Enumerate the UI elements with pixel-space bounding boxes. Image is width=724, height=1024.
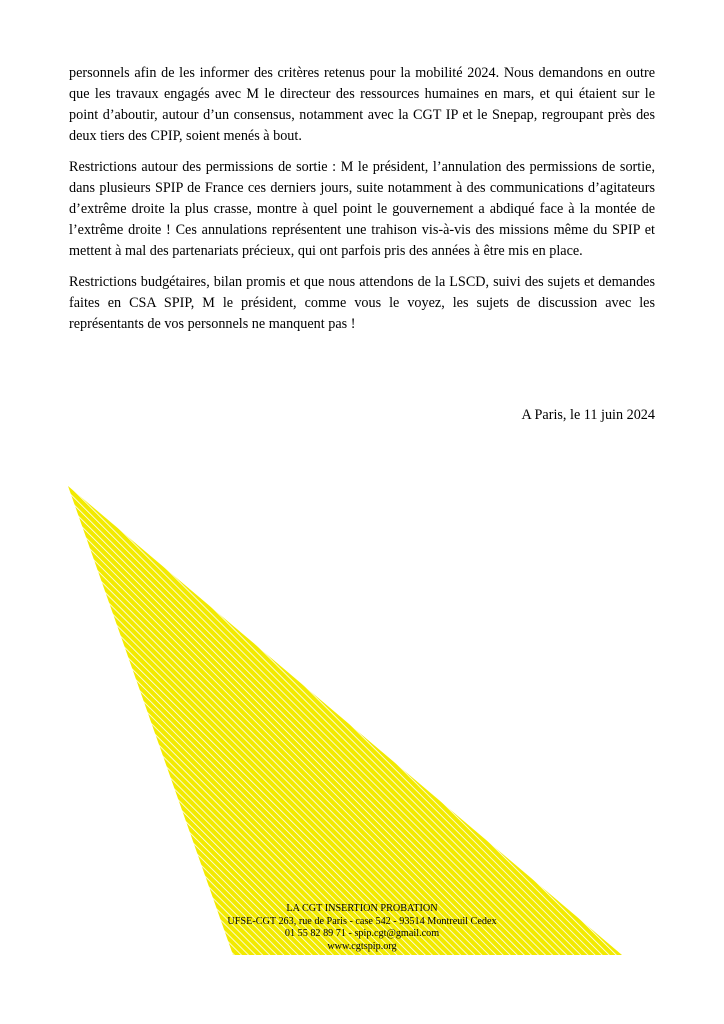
- footer-contact: 01 55 82 89 71 - spip.cgt@gmail.com: [284, 928, 440, 940]
- letter-body: [69, 63, 655, 345]
- paragraph-permissions: Restrictions autour des permissions de sortie : M le président, l’annulation des permissions de sortie, dans plusieurs SPIP de France ces derniers jours, suite notamment à des communications d’agitateurs d’extrême droite la plus crasse, montre à quel point le gouvernement a abdiqué face à la montée de l’extrême droite ! Ces annulations représentent une trahison vis-à-vis des missions même du SPIP et mettent à mal des partenariats précieux, qui ont parfois pris des années à être mis en place.: [69, 159, 655, 259]
- date-place-line: A Paris, le 11 juin 2024: [521, 407, 655, 423]
- footer-address: UFSE-CGT 263, rue de Paris - case 542 - 93514 Montreuil Cedex: [227, 915, 497, 927]
- paragraph-mobility: personnels afin de les informer des critères retenus pour la mobilité 2024. Nous demandons en outre que les travaux engagés avec M le directeur des ressources humaines en mars, et qui étaient sur le point d’aboutir, autour d’un consensus, notamment avec la CGT IP et le Snepap, regroupant près des deux tiers des CPIP, soient menés à bout.: [69, 65, 655, 144]
- footer-contact-block: [0, 903, 724, 953]
- footer-org-name: LA CGT INSERTION PROBATION: [286, 903, 438, 914]
- footer-website: www.cgtspip.org: [327, 940, 397, 952]
- paragraph-budget: Restrictions budgétaires, bilan promis et que nous attendons de la LSCD, suivi des sujets et demandes faites en CSA SPIP, M le président, comme vous le voyez, les sujets de discussion avec les représentants de vos personnels ne manquent pas !: [69, 274, 655, 332]
